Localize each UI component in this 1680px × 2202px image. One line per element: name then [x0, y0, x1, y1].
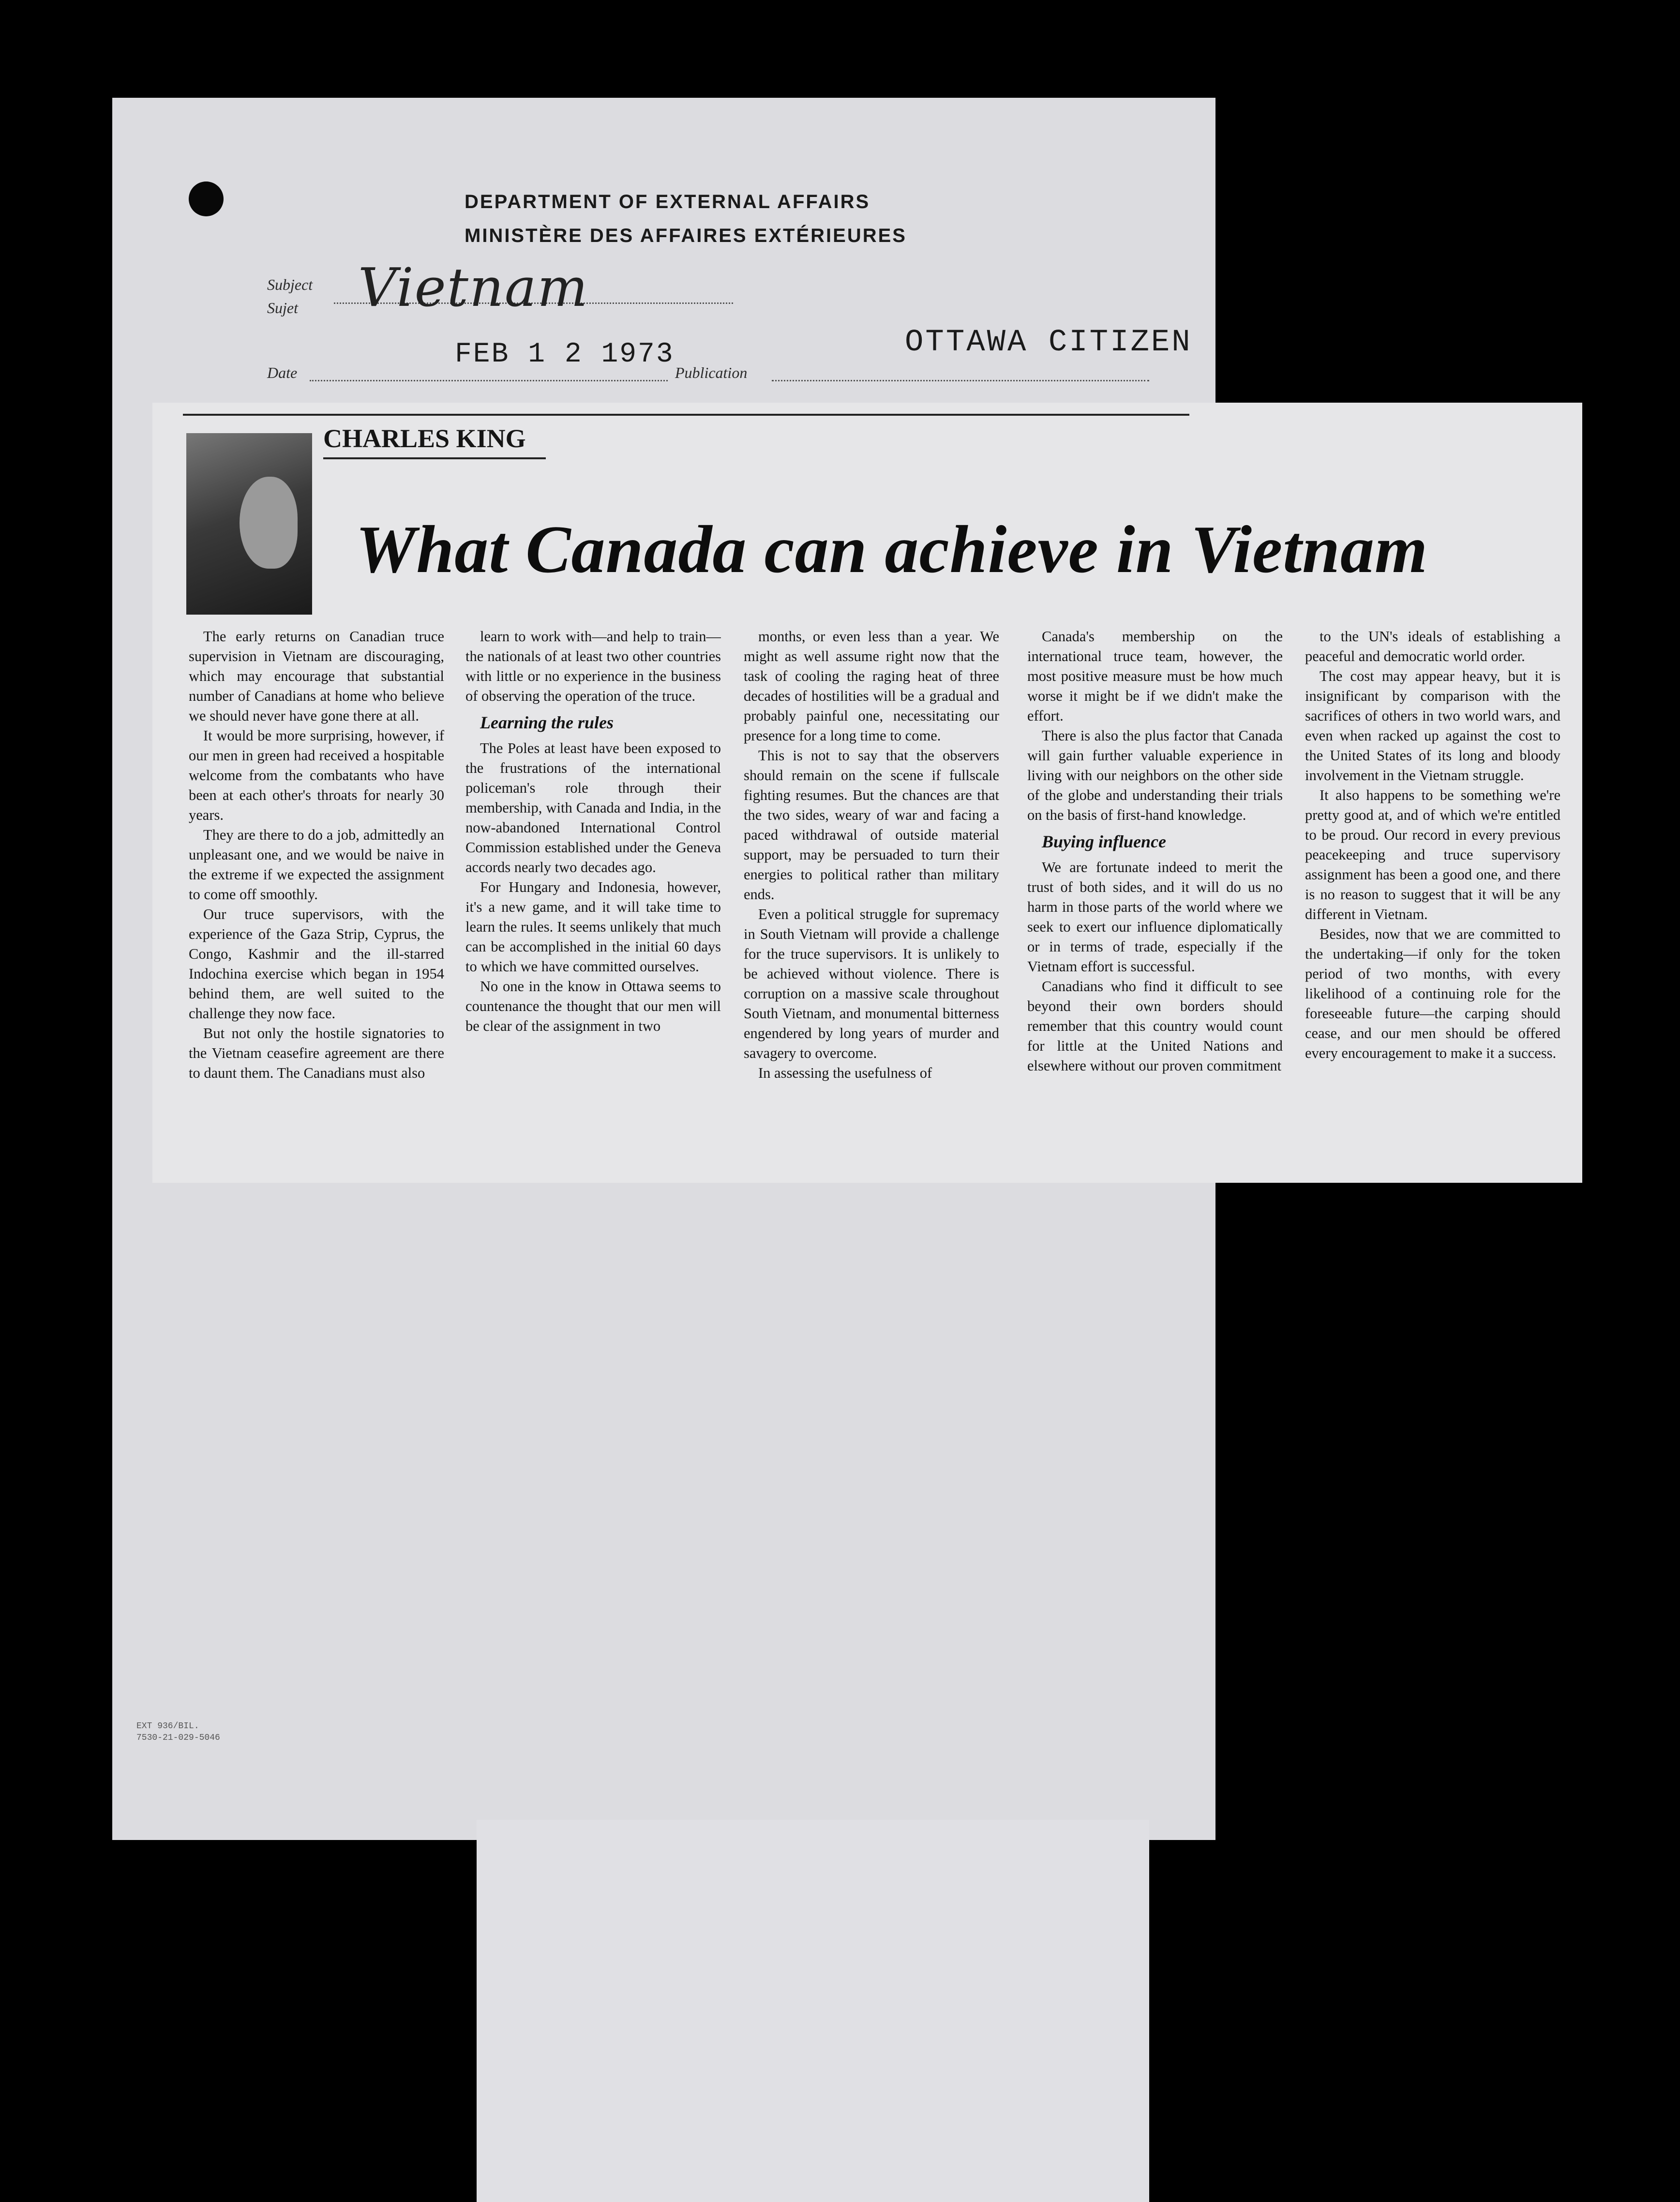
- paragraph: They are there to do a job, admittedly an unpleasant one, and we would be naive in the extreme if we expected the assignment to come off smoothly.: [189, 827, 444, 903]
- article-column-5: [1305, 627, 1560, 1174]
- paragraph: The Poles at least have been exposed to the frustrations of the international policeman's role through their membership, with Canada and India, in the now-abandoned International Control Commission established under the Geneva accords nearly two decades ago.: [465, 740, 721, 875]
- publication-label: Publication: [675, 364, 748, 381]
- subject-label: Subject: [267, 276, 313, 293]
- publication-dotted-line: [772, 380, 1149, 381]
- date-stamp: FEB 1 2 1973: [455, 339, 675, 370]
- article-column-1: [189, 627, 444, 1174]
- paragraph: learn to work with—and help to train—the nationals of at least two other countries with little or no experience in the business of observing the operation of the truce.: [465, 628, 721, 704]
- punch-hole: [189, 181, 224, 216]
- form-code-line-1: EXT 936/BIL.: [136, 1721, 199, 1731]
- paragraph: This is not to say that the observers should remain on the scene if fullscale fighting resumes. But the chances are that the two sides, weary of war and facing a paced withdrawal of outside material support, may be persuaded to turn their energies to political rather than military ends.: [744, 747, 999, 903]
- paragraph: The early returns on Canadian truce supervision in Vietnam are discouraging, which may encourage that substantial number of Canadians at home who believe we should never have gone there at all.: [189, 628, 444, 724]
- form-code-line-2: 7530-21-029-5046: [136, 1733, 220, 1743]
- publication-stamp: OTTAWA CITIZEN: [905, 325, 1192, 360]
- paragraph: Canada's membership on the international truce team, however, the most positive measure must be how much worse it might be if we didn't make the effort.: [1027, 628, 1283, 724]
- paragraph: It also happens to be something we're pretty good at, and of which we're entitled to be proud. Our record in every previous peacekeeping and truce supervisory assignment has been a good one, and there is no reason to suggest that it will be any different in Vietnam.: [1305, 787, 1560, 922]
- paragraph: Canadians who find it difficult to see beyond their own borders should remember that this country would count for little at the United Nations and elsewhere without our proven commitment: [1027, 978, 1283, 1074]
- subheading-buying-influence: Buying influence: [1042, 832, 1167, 851]
- byline-underline: [323, 457, 546, 459]
- subheading-learning-the-rules: Learning the rules: [480, 713, 614, 732]
- author-photo: [186, 433, 312, 615]
- paragraph: There is also the plus factor that Canada will gain further valuable experience in living with our neighbors on the other side of the globe and understanding their trials on the basis of first-hand knowledge.: [1027, 727, 1283, 823]
- paragraph: It would be more surprising, however, if our men in green had received a hospitable welcome from the combatants who have been at each other's throats for nearly 30 years.: [189, 727, 444, 823]
- article-column-4: [1027, 627, 1283, 1174]
- form-code: [136, 1720, 220, 1744]
- paragraph: For Hungary and Indonesia, however, it's a new game, and it will take time to learn the rules. It seems unlikely that much can be accomplished in the initial 60 days to which we have committed ourselves.: [465, 879, 721, 975]
- paragraph: to the UN's ideals of establishing a peaceful and democratic world order.: [1305, 628, 1560, 664]
- headline: What Canada can achieve in Vietnam: [356, 512, 1428, 587]
- department-name-french: MINISTÈRE DES AFFAIRES EXTÉRIEURES: [465, 225, 907, 246]
- paragraph: Besides, now that we are committed to the undertaking—if only for the token period of two months, with every likelihood of a continuing role for the foreseeable future—the carping should cease, and our men should be offered every encouragement to make it a success.: [1305, 926, 1560, 1061]
- paragraph: No one in the know in Ottawa seems to countenance the thought that our men will be clear of the assignment in two: [465, 978, 721, 1034]
- paragraph: Even a political struggle for supremacy in South Vietnam will provide a challenge for the truce supervisors. It is unlikely to be achieved without violence. There is corruption on a massive scale throughout South Vietnam, and monumental bitterness engendered by long years of murder and savagery to overcome.: [744, 906, 999, 1061]
- paragraph: Our truce supervisors, with the experience of the Gaza Strip, Cyprus, the Congo, Kashmir and the ill-starred Indochina exercise which began in 1954 behind them, are well suited to the challenge they now face.: [189, 906, 444, 1022]
- date-label: Date: [267, 364, 298, 381]
- paragraph: We are fortunate indeed to merit the trust of both sides, and it will do us no harm in those parts of the world where we seek to exert our influence diplomatically or in terms of trade, especially if the Vietnam effort is successful.: [1027, 859, 1283, 975]
- clipping-top-rule: [183, 414, 1189, 416]
- paragraph: The cost may appear heavy, but it is insignificant by comparison with the sacrifices of others in two world wars, and even when racked up against the cost to the United States of its long and bloody involvement in the Vietnam struggle.: [1305, 668, 1560, 784]
- paragraph: In assessing the usefulness of: [758, 1065, 932, 1081]
- department-name-english: DEPARTMENT OF EXTERNAL AFFAIRS: [465, 191, 870, 212]
- paragraph: months, or even less than a year. We might as well assume right now that the task of cooling the raging heat of three decades of hostilities will be a gradual and probably painful one, necessitating our presence for a long time to come.: [744, 628, 999, 744]
- byline: CHARLES KING: [323, 424, 526, 453]
- sujet-label: Sujet: [267, 299, 298, 317]
- article-column-2: [465, 627, 721, 1174]
- blank-paper-slip: [477, 1820, 1149, 2202]
- author-face: [240, 477, 298, 569]
- subject-handwritten-value: Vietnam: [358, 256, 589, 318]
- article-column-3: [744, 627, 999, 1174]
- date-dotted-line: [310, 380, 668, 381]
- paragraph: But not only the hostile signatories to the Vietnam ceasefire agreement are there to daunt them. The Canadians must also: [189, 1025, 444, 1081]
